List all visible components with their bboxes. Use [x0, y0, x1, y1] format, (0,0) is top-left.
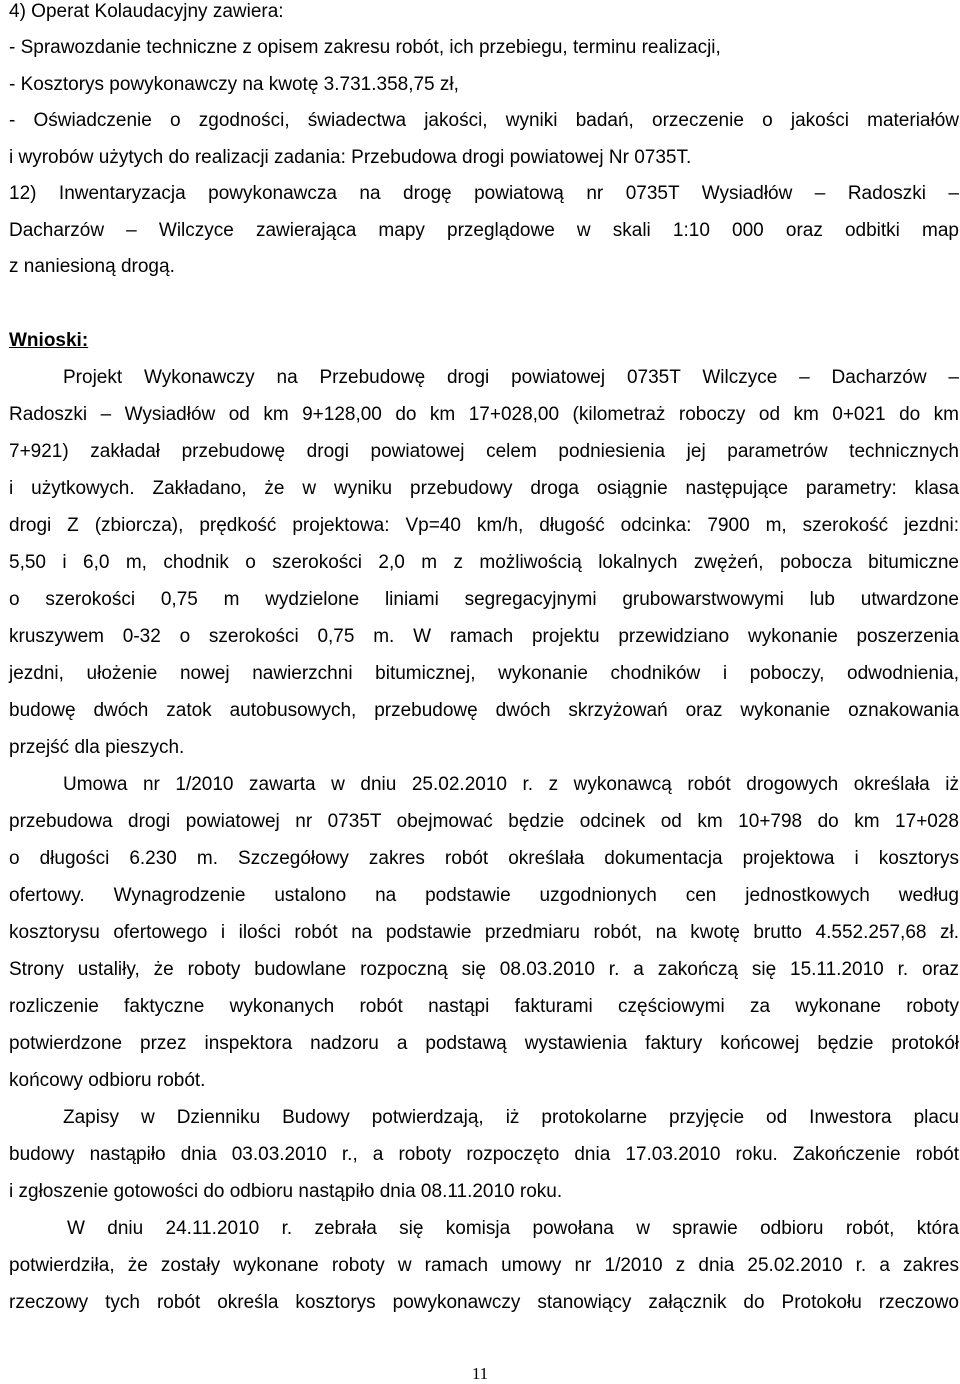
- paragraph-line: Projekt Wykonawczy na Przebudowę drogi powiatowej 0735T Wilczyce – Dacharzów –: [63, 367, 959, 388]
- paragraph-line: i użytkowych. Zakładano, że w wyniku przebudowy droga osiągnie następujące parametry: klasa: [9, 478, 959, 499]
- paragraph-line: kruszywem 0-32 o szerokości 0,75 m. W ramach projektu przewidziano wykonanie poszerzenia: [9, 626, 959, 647]
- text-line: Dacharzów – Wilczyce zawierająca mapy przeglądowe w skali 1:10 000 oraz odbitki map: [9, 220, 959, 241]
- paragraph-line: 5,50 i 6,0 m, chodnik o szerokości 2,0 m z możliwością lokalnych zwężeń, pobocza bitumiczne: [9, 552, 959, 573]
- list-item: 12) Inwentaryzacja powykonawcza na drogę powiatową nr 0735T Wysiadłów – Radoszki –: [9, 183, 959, 204]
- text-line: i wyrobów użytych do realizacji zadania: Przebudowa drogi powiatowej Nr 0735T.: [9, 147, 692, 168]
- list-item-heading: 4) Operat Kolaudacyjny zawiera:: [9, 1, 284, 22]
- paragraph-line: potwierdziła, że zostały wykonane roboty w ramach umowy nr 1/2010 z dnia 25.02.2010 r. a zakres: [9, 1255, 959, 1276]
- text-line: z naniesioną drogą.: [9, 256, 175, 277]
- paragraph-line: kosztorysu ofertowego i ilości robót na podstawie przedmiaru robót, na kwotę brutto 4.552.257,68 zł.: [9, 922, 959, 943]
- paragraph-line: Zapisy w Dzienniku Budowy potwierdzają, iż protokolarne przyjęcie od Inwestora placu: [63, 1107, 959, 1128]
- paragraph-line: Umowa nr 1/2010 zawarta w dniu 25.02.2010 r. z wykonawcą robót drogowych określała iż: [63, 774, 959, 795]
- paragraph-line: Strony ustaliły, że roboty budowlane rozpoczną się 08.03.2010 r. a zakończą się 15.11.2010 r. oraz: [9, 959, 959, 980]
- section-heading: Wnioski:: [9, 330, 89, 351]
- paragraph-line: potwierdzone przez inspektora nadzoru a podstawą wystawienia faktury końcowej będzie protokół: [9, 1033, 959, 1054]
- paragraph-line: drogi Z (zbiorcza), prędkość projektowa: Vp=40 km/h, długość odcinka: 7900 m, szerokość jezdni:: [9, 515, 959, 536]
- paragraph-line: budowę dwóch zatok autobusowych, przebudowę dwóch skrzyżowań oraz wykonanie oznakowania: [9, 700, 959, 721]
- paragraph-line: jezdni, ułożenie nowej nawierzchni bitumicznej, wykonanie chodników i poboczy, odwodnienia,: [9, 663, 959, 684]
- paragraph-line: przejść dla pieszych.: [9, 737, 185, 758]
- paragraph-line: o szerokości 0,75 m wydzielone liniami segregacyjnymi grubowarstwowymi lub utwardzone: [9, 589, 959, 610]
- paragraph-line: rozliczenie faktyczne wykonanych robót nastąpi fakturami częściowymi za wykonane roboty: [9, 996, 959, 1017]
- list-item: - Sprawozdanie techniczne z opisem zakresu robót, ich przebiegu, terminu realizacji,: [9, 37, 721, 58]
- paragraph-line: budowy nastąpiło dnia 03.03.2010 r., a roboty rozpoczęto dnia 17.03.2010 roku. Zakończenie robót: [9, 1144, 959, 1165]
- list-item: - Oświadczenie o zgodności, świadectwa jakości, wyniki badań, orzeczenie o jakości materiałów: [9, 110, 959, 131]
- paragraph-line: rzeczowy tych robót określa kosztorys powykonawczy stanowiący załącznik do Protokołu rzeczowo: [9, 1292, 959, 1313]
- list-item: - Kosztorys powykonawczy na kwotę 3.731.358,75 zł,: [9, 74, 459, 95]
- paragraph-line: Radoszki – Wysiadłów od km 9+128,00 do km 17+028,00 (kilometraż roboczy od km 0+021 do km: [9, 404, 959, 425]
- paragraph-line: i zgłoszenie gotowości do odbioru nastąpiło dnia 08.11.2010 roku.: [9, 1181, 563, 1202]
- paragraph-line: ofertowy. Wynagrodzenie ustalono na podstawie uzgodnionych cen jednostkowych według: [9, 885, 959, 906]
- paragraph-line: przebudowa drogi powiatowej nr 0735T obejmować będzie odcinek od km 10+798 do km 17+028: [9, 811, 959, 832]
- paragraph-line: końcowy odbioru robót.: [9, 1070, 206, 1091]
- page-number: 11: [471, 1364, 489, 1383]
- paragraph-line: W dniu 24.11.2010 r. zebrała się komisja powołana w sprawie odbioru robót, która: [67, 1218, 959, 1239]
- paragraph-line: o długości 6.230 m. Szczegółowy zakres robót określała dokumentacja projektowa i kosztorys: [9, 848, 959, 869]
- paragraph-line: 7+921) zakładał przebudowę drogi powiatowej celem podniesienia jej parametrów technicznych: [9, 441, 959, 462]
